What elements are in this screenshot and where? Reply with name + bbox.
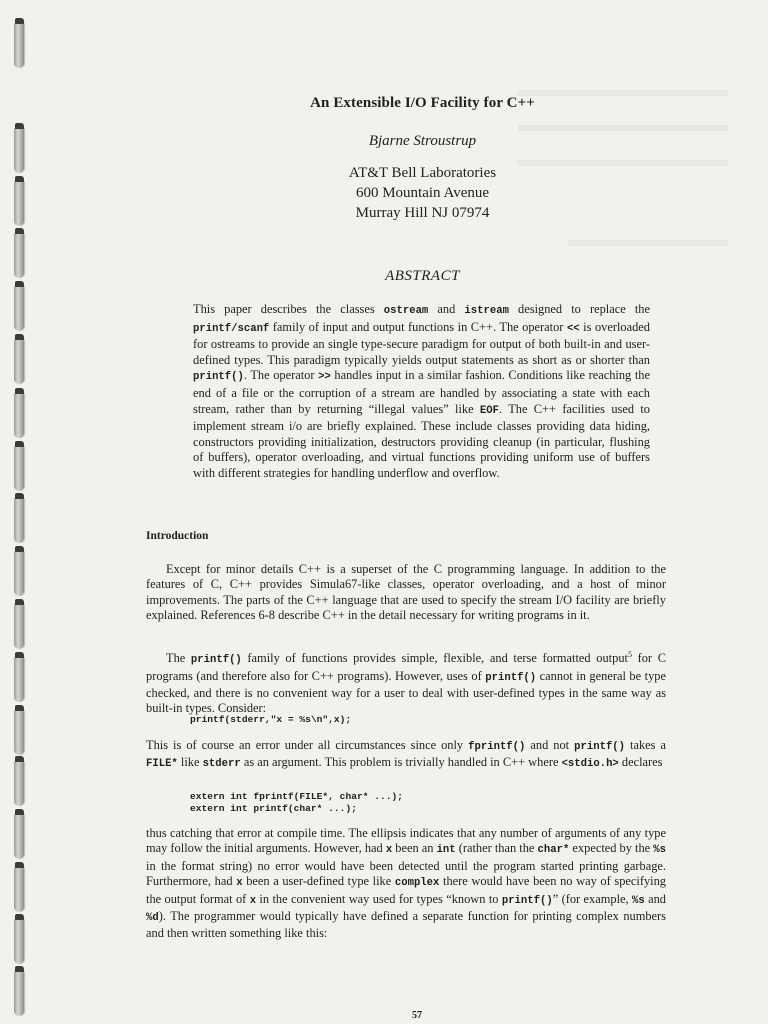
text-run: ” (for example, <box>552 891 632 906</box>
inline-code: %s <box>632 894 645 907</box>
text-run: This paper describes the classes <box>193 302 384 316</box>
affiliation-line: AT&T Bell Laboratories <box>348 165 497 181</box>
bleed-through <box>568 240 728 246</box>
binding-hole <box>14 392 24 438</box>
text-run: and <box>644 891 666 906</box>
reference-superscript: 5 <box>627 650 632 659</box>
binding-hole <box>14 918 24 964</box>
abstract-text <box>193 302 650 482</box>
inline-code: printf/scanf <box>193 322 270 335</box>
inline-code: <stdio.h> <box>561 758 619 771</box>
inline-code: %s <box>653 844 666 857</box>
text-run: and not <box>525 738 575 752</box>
inline-code: complex <box>394 877 440 890</box>
inline-code: printf() <box>574 741 626 753</box>
code-block: extern int fprintf(FILE*, char* ...); extern int printf(char* ...); <box>190 791 404 814</box>
text-run: ). The programmer would typically have defined a separate function for printing complex numbers and then written something like this: <box>146 909 666 941</box>
text-run: declares <box>618 755 663 770</box>
text-run: The <box>166 651 191 666</box>
text-run: (rather than the <box>455 841 538 856</box>
inline-code: fprintf() <box>468 741 526 753</box>
binding-hole <box>14 285 24 331</box>
abstract-heading: ABSTRACT <box>385 268 460 284</box>
affiliation-line: 600 Mountain Avenue <box>355 185 490 201</box>
text-run: family of functions provides simple, flexible, and terse formatted output <box>241 651 628 666</box>
inline-code: printf() <box>501 894 553 907</box>
text-run: for C programs (and therefore also for C++ programs). However, uses of <box>146 651 666 683</box>
text-run: cannot in general be type checked, and there is no convenient way for a user to deal with user-defined types in the same way as built-in types. Consider: <box>146 668 666 716</box>
binding-hole <box>14 709 24 755</box>
binding-hole <box>14 445 24 491</box>
paragraph <box>146 738 666 773</box>
binding-hole <box>14 22 24 68</box>
inline-code: int <box>436 844 456 857</box>
text-run: . The operator <box>243 368 319 383</box>
inline-code: char* <box>537 844 570 857</box>
author-name: Bjarne Stroustrup <box>368 133 477 149</box>
affiliation-line: Murray Hill NJ 07974 <box>355 205 490 221</box>
page-number: 57 <box>412 1010 422 1021</box>
paragraph <box>146 562 666 624</box>
inline-code: FILE* <box>146 758 178 771</box>
text-run: handles input in a similar fashion. Conditions like reaching the end of a file or the corruption of a stream are handled by associating a state with each stream, rather than by returning “illegal values” like <box>193 368 650 416</box>
text-run: in the convenient way used for types “known to <box>256 891 502 906</box>
text-run: Except for minor details C++ is a superset of the C programming language. In addition to the features of C, C++ provides Simula67-like classes, operator overloading, and a host of minor improvements. The parts of the C++ language that are used to specify the stream I/O facility are briefly explained. References 6-8 describe C++ in the detail necessary for writing programs in it. <box>146 562 666 623</box>
binding-hole <box>14 497 24 543</box>
inline-code: >> <box>318 371 331 384</box>
text-run: as an argument. This problem is trivially handled in C++ where <box>240 755 562 770</box>
code-block: printf(stderr,"x = %s\n",x); <box>190 714 352 725</box>
inline-code: printf() <box>485 671 537 684</box>
inline-code: istream <box>464 305 509 317</box>
text-run: This is of course an error under all circumstances since only <box>146 738 469 752</box>
binding-hole <box>14 338 24 384</box>
text-run: been an <box>392 841 437 856</box>
binding-hole <box>14 760 24 806</box>
text-run: takes a <box>625 738 667 752</box>
binding-hole <box>14 550 24 596</box>
text-run: thus catching that error at compile time. The ellipsis indicates that any number of arguments of any type may follow the initial arguments. However, had <box>146 826 666 856</box>
binding-hole <box>14 656 24 702</box>
text-run: and <box>428 302 465 316</box>
binding-hole <box>14 603 24 649</box>
inline-code: %d <box>146 912 159 925</box>
text-run: in the format string) no error would have been detected until the program started printing garbage. Furthermore, had <box>146 858 666 889</box>
inline-code: x <box>236 877 243 890</box>
inline-code: printf() <box>193 371 244 384</box>
binding-hole <box>14 866 24 912</box>
text-run: there would have been no way of specifying the output format of <box>146 874 666 906</box>
inline-code: EOF <box>479 404 499 417</box>
inline-code: x <box>249 894 257 907</box>
text-run: designed to replace the <box>508 302 650 316</box>
text-run: family of input and output functions in C++. The operator <box>269 319 567 334</box>
paragraph <box>146 826 666 942</box>
paragraph <box>146 647 666 717</box>
text-run: been a user-defined type like <box>242 874 395 889</box>
inline-code: printf() <box>190 654 242 667</box>
inline-code: << <box>566 322 580 335</box>
inline-code: ostream <box>383 305 429 317</box>
text-run: like <box>177 755 203 770</box>
bleed-through <box>518 125 728 131</box>
paper-title: An Extensible I/O Facility for C++ <box>310 95 535 111</box>
inline-code: x <box>385 844 393 857</box>
text-run: expected by the <box>569 841 654 856</box>
inline-code: stderr <box>202 758 241 771</box>
text-run: is overloaded for ostreams to provide an single type-secure paradigm for output of both built-in and user-defined types. This paradigm typically yields output statements as short as or shorter than <box>193 319 650 367</box>
text-run: . The C++ facilities used to implement stream i/o are briefly explained. These include classes providing data hiding, constructors providing initialization, destructors providing cleanup (in particular, flushing of buffers), operator overloading, and virtual functions providing uniform use of buffers with different strategies for handling underflow and overflow. <box>193 401 650 480</box>
binding-hole <box>14 813 24 859</box>
section-heading: Introduction <box>146 530 209 542</box>
spiral-binding <box>14 0 38 1024</box>
